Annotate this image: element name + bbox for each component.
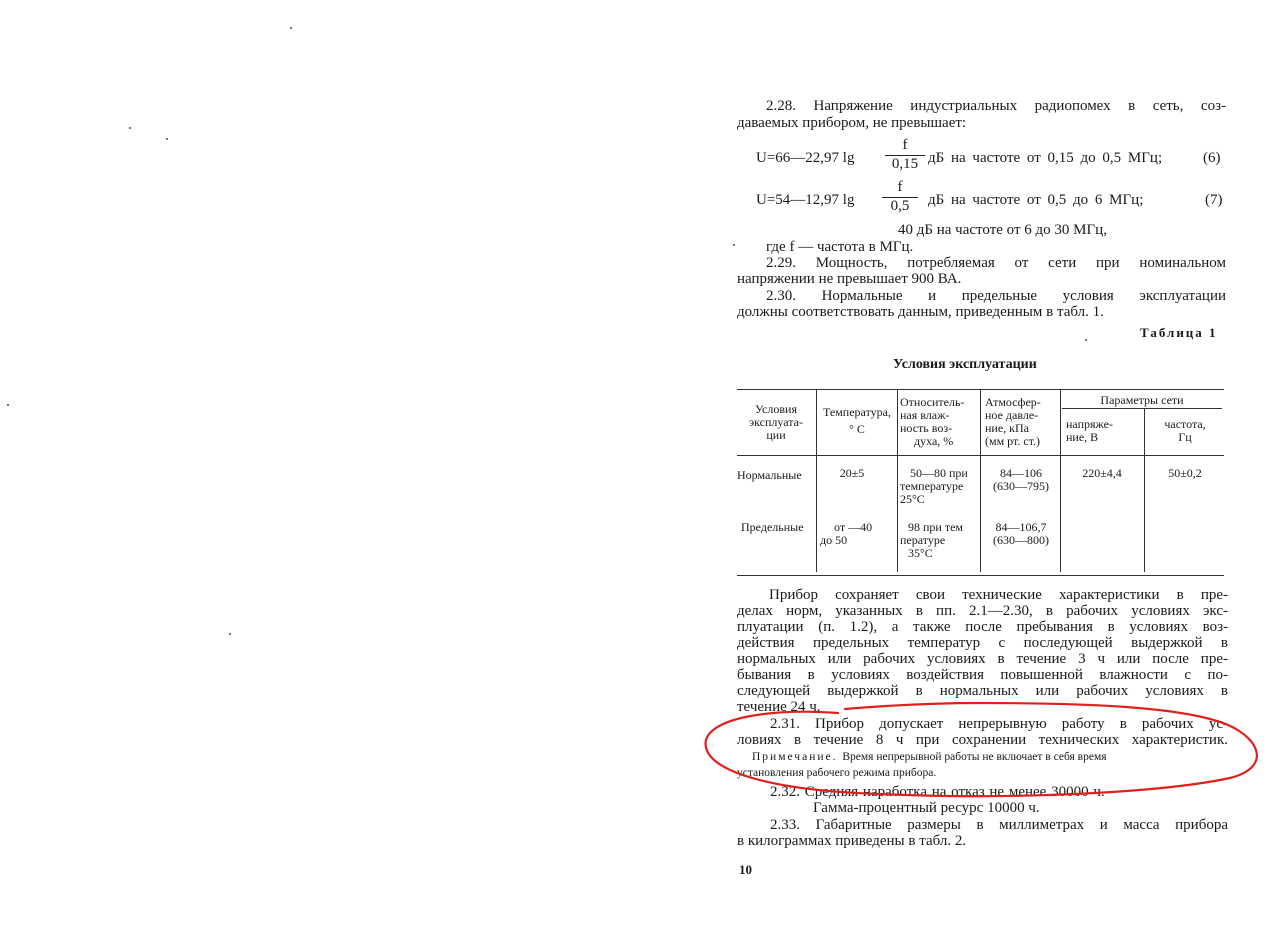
header-humidity-l4: духа, %: [914, 434, 954, 448]
row-normal-humidity-l3: 25°С: [900, 492, 925, 506]
row-limit-humidity-l2: пературе: [900, 533, 946, 547]
p229-line2: напряжении не превышает 900 ВА.: [737, 271, 962, 287]
note-line1: [752, 751, 1228, 764]
header-humidity-l1: Относитель-: [900, 395, 965, 409]
header-frequency-l2: Гц: [1178, 430, 1192, 444]
row-limit-temp-l1: от —40: [834, 520, 873, 534]
header-voltage-l1: напряже-: [1066, 417, 1113, 431]
col-divider-5: [1144, 409, 1145, 572]
table-label: Таблица 1: [1140, 325, 1218, 340]
scan-speck: [733, 244, 735, 246]
formula7-denominator: 0,5: [890, 198, 910, 214]
formula-extra-range: 40 дБ на частоте от 6 до 30 МГц,: [898, 222, 1107, 238]
row-limit-humidity-l1: 98 при тем: [908, 520, 964, 534]
row-limit-temp-l2: до 50: [820, 533, 848, 547]
formula6-lhs: U=66—22,97 lg: [756, 150, 855, 166]
row-limit-pressure: [982, 521, 1060, 547]
p232-line1: 2.32. Средняя наработка на отказ не менее 30000 ч.: [770, 784, 1105, 800]
p231-line2: ловиях в течение 8 ч при сохранении технических характеристик.: [737, 732, 1228, 748]
header-voltage-l2: ние, В: [1066, 430, 1099, 444]
header-frequency: [1146, 418, 1224, 444]
p231-line1: 2.31. Прибор допускает непрерывную работу в рабочих ус-: [770, 716, 1228, 732]
after-table-line5: нормальных или рабочих условиях в течение 3 ч или после пре-: [737, 651, 1228, 667]
p233-line2: в килограммах приведены в табл. 2.: [737, 833, 967, 849]
after-table-line3: плуатации (п. 1.2), а также после пребывания в условиях воз-: [737, 619, 1228, 635]
after-table-line8: течение 24 ч.: [737, 699, 821, 715]
p233-line1: 2.33. Габаритные размеры в миллиметрах и масса прибора: [770, 817, 1228, 833]
row-normal-pressure-l2: (630—795): [993, 479, 1049, 493]
row-limit-pressure-l1: 84—106,7: [995, 520, 1047, 534]
formula7-fraction: [882, 179, 918, 215]
header-conditions: [737, 403, 815, 442]
formula7-numerator: f: [897, 179, 903, 195]
scan-speck: [129, 127, 131, 129]
row-normal-humidity-l1: 50—80 при: [910, 466, 968, 480]
formula6-number: (6): [1203, 150, 1221, 166]
header-pressure-l2: ное давле-: [985, 408, 1039, 422]
p230-line2: должны соответствовать данным, приведенным в табл. 1.: [737, 304, 1104, 320]
formula6-fraction: [885, 137, 925, 173]
row-normal-frequency: 50±0,2: [1168, 466, 1202, 480]
scan-speck: [290, 27, 292, 29]
header-humidity-l3: ность воз-: [900, 421, 953, 435]
p232-line2: Гамма-процентный ресурс 10000 ч.: [813, 800, 1040, 816]
page-number: 10: [739, 862, 752, 877]
after-table-line1: Прибор сохраняет свои технические характеристики в пре-: [769, 587, 1228, 603]
header-network: Параметры сети: [1100, 393, 1184, 407]
scan-speck: [7, 404, 9, 406]
row-normal-pressure: [982, 467, 1060, 493]
table-title: Условия эксплуатации: [893, 357, 1037, 372]
header-humidity: [900, 396, 980, 448]
col-divider-2: [897, 390, 898, 572]
row-normal-humidity-l2: температуре: [900, 479, 964, 493]
formula6-numerator: f: [902, 137, 908, 153]
p230-line1: 2.30. Нормальные и предельные условия эксплуатации: [766, 288, 1226, 304]
scan-speck: [166, 138, 168, 140]
formula7-lhs: U=54—12,97 lg: [756, 192, 855, 208]
formula7-rhs: дБ на частоте от 0,5 до 6 МГц;: [928, 192, 1144, 208]
header-pressure: [985, 396, 1061, 448]
scan-speck: [1085, 339, 1087, 341]
row-limit-temp: [820, 521, 896, 547]
note-line2: установления рабочего режима прибора.: [737, 767, 937, 779]
header-pressure-l3: ние, кПа: [985, 421, 1029, 435]
row-limit-humidity-l3: 35°С: [908, 546, 933, 560]
col-divider-3: [980, 390, 981, 572]
table-bottom-rule: [737, 575, 1224, 576]
after-table-line2: делах норм, указанных в пп. 2.1—2.30, в рабочих условиях экс-: [737, 603, 1228, 619]
row-normal-name: Нормальные: [737, 468, 802, 482]
row-normal-humidity: [900, 467, 980, 506]
row-normal-pressure-l1: 84—106: [1000, 466, 1042, 480]
p229-line1: 2.29. Мощность, потребляемая от сети при номинальном: [766, 255, 1226, 271]
row-limit-pressure-l2: (630—800): [993, 533, 1049, 547]
where-line: где f — частота в МГц.: [766, 239, 914, 255]
p228-line1: 2.28. Напряжение индустриальных радиопомех в сеть, соз-: [766, 98, 1226, 114]
row-normal-temp: 20±5: [839, 466, 865, 480]
header-conditions-l3: ции: [766, 428, 786, 442]
header-voltage: [1066, 418, 1142, 444]
after-table-line4: действия предельных температур с последующей выдержкой в: [737, 635, 1228, 651]
header-temperature-l1: Температура,: [823, 405, 891, 419]
p228-line2: даваемых прибором, не превышает:: [737, 115, 967, 131]
header-conditions-l1: Условия: [755, 402, 797, 416]
header-conditions-l2: эксплуата-: [749, 415, 803, 429]
network-subheader-rule: [1062, 408, 1222, 409]
formula6-rhs: дБ на частоте от 0,15 до 0,5 МГц;: [928, 150, 1163, 166]
header-pressure-l1: Атмосфер-: [985, 395, 1041, 409]
row-limit-humidity: [900, 521, 980, 560]
header-frequency-l1: частота,: [1164, 417, 1206, 431]
after-table-line7: следующей выдержкой в нормальных или рабочих условиях в: [737, 683, 1228, 699]
header-temperature-l2: ° С: [849, 422, 865, 436]
note-label: Примечание.: [752, 751, 838, 763]
scan-speck: [229, 633, 231, 635]
formula7-number: (7): [1205, 192, 1223, 208]
header-temperature: [817, 406, 897, 436]
formula6-denominator: 0,15: [891, 156, 919, 172]
note-text-line1: Время непрерывной работы не включает в себя время: [842, 751, 1107, 763]
row-limit-name: Предельные: [741, 520, 804, 534]
header-pressure-l4: (мм рт. ст.): [985, 434, 1041, 448]
after-table-line6: бывания в условиях воздействия повышенной влажности с по-: [737, 667, 1228, 683]
header-humidity-l2: ная влаж-: [900, 408, 950, 422]
row-normal-voltage: 220±4,4: [1082, 466, 1122, 480]
